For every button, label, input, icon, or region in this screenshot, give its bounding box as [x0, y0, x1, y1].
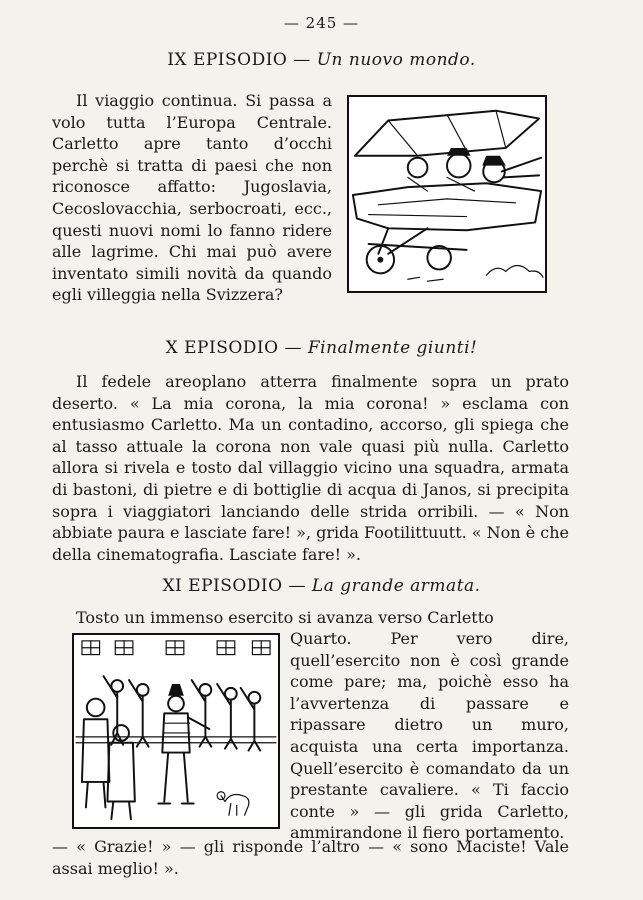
episode-9-body: Il viaggio continua. Si passa a volo tutta l’Europa Centrale. Carletto apre tanto d’occhi perchè si tratta di paesi che non riconosce affatto: Jugoslavia, Cecoslovacchia, serbocroati, ecc., questi nuovi nomi lo fanno ridere alle lagrime. Chi mai può avere inventato simili novità da quando egli villeggia nella Svizzera?	[52, 91, 332, 305]
episode-11-heading	[0, 576, 643, 596]
episode-11-subtitle: La grande armata.	[311, 576, 481, 596]
episode-10-title: X EPISODIO —	[165, 338, 302, 358]
episode-10-body: Il fedele areoplano atterra finalmente sopra un prato deserto. « La mia corona, la mia corona! » esclama con entusiasmo Carletto. Ma un contadino, accorso, gli spiega che al tasso attuale la corona non vale quasi più nulla. Carletto allora si rivela e tosto dal villaggio vicino una squadra, armata di bastoni, di pietre e di bottiglie di acqua di Janos, si precipita sopra i viaggiatori lanciando delle strida orribili. — « Non abbiate paura e lasciate fare! », grida Footilittuutt. « Non è che della cinematografia. Lasciate fare! ».	[52, 372, 569, 564]
page-number: — 245 —	[283, 14, 360, 32]
episode-10-heading	[0, 338, 643, 358]
episode-9-heading	[0, 50, 643, 70]
episode-9-subtitle: Un nuovo mondo.	[316, 50, 476, 70]
episode-11-body: Quarto. Per vero dire, quell’esercito non è così grande come pare; ma, poichè esso ha l’avvertenza di passare e ripassare dietro un muro, acquista una certa importanza. Quell’esercito è comandato da un prestante cavaliere. « Ti faccio conte » — gli grida Carletto, ammirandone il fiero portamento.	[290, 629, 569, 843]
episode-9-title: IX EPISODIO —	[167, 50, 311, 70]
episode-11-title: XI EPISODIO —	[162, 576, 306, 596]
episode-11-first-line: Tosto un immenso esercito si avanza verso Carletto	[76, 608, 494, 627]
army-illustration	[72, 633, 280, 829]
episode-11-closing: — « Grazie! » — gli risponde l’altro — « sono Maciste! Vale assai meglio! ».	[52, 837, 569, 878]
episode-10-subtitle: Finalmente giunti!	[307, 338, 478, 358]
airplane-illustration	[347, 95, 547, 293]
